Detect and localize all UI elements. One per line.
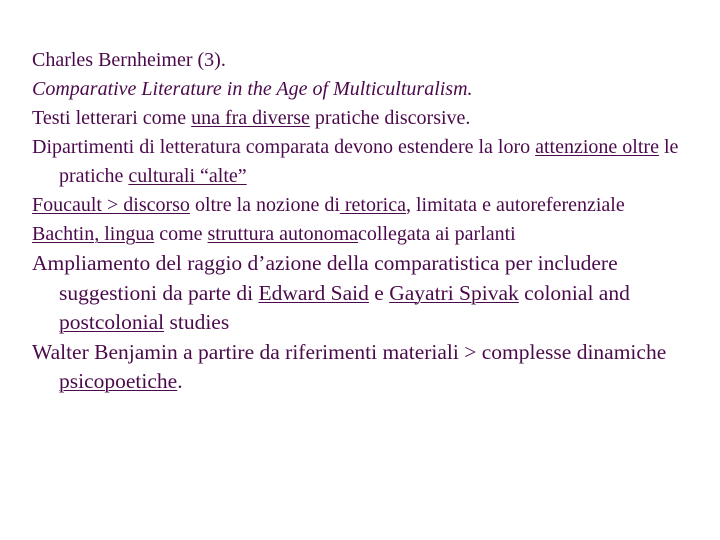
- bullet-bachtin: [32, 220, 712, 249]
- book-title-line: [32, 75, 712, 104]
- underlined-phrase: una fra diverse: [191, 107, 310, 129]
- text-segment: studies: [164, 310, 230, 334]
- text-segment: Walter Benjamin a partire da riferimenti materiali > complesse dinamiche: [32, 339, 667, 364]
- underlined-phrase: postcolonial: [59, 310, 165, 334]
- slide-content: [32, 46, 712, 397]
- text-segment: , limitata e autoreferenziale: [405, 194, 625, 216]
- bullet-testi-letterari: [32, 104, 712, 133]
- underlined-phrase: culturali “alte”: [128, 165, 247, 187]
- author-text: Charles Bernheimer (3).: [32, 49, 226, 71]
- bullet-foucault: [32, 191, 712, 220]
- bullet-ampliamento: [32, 249, 712, 338]
- text-segment: Dipartimenti di letteratura comparata devono estendere la loro: [32, 136, 536, 158]
- text-segment: e: [368, 280, 390, 305]
- underlined-phrase: Bachtin, lingua: [32, 223, 155, 245]
- text-segment: le pratiche: [59, 136, 679, 187]
- text-segment: .: [177, 369, 183, 393]
- text-segment: Ampliamento del raggio d’azione della comparatistica per includere suggestioni da parte di: [32, 251, 618, 305]
- underlined-phrase: Foucault > discorso: [32, 194, 190, 216]
- underlined-phrase: retorica: [339, 194, 406, 216]
- text-segment: Testi letterari come: [32, 107, 192, 129]
- text-segment: collegata ai parlanti: [358, 223, 516, 245]
- book-title-text: Comparative Literature in the Age of Multiculturalism.: [32, 78, 473, 100]
- text-segment: oltre la nozione di: [189, 194, 340, 216]
- underlined-phrase: psicopoetiche: [59, 369, 178, 393]
- underlined-phrase: struttura autonoma: [207, 223, 359, 245]
- underlined-phrase: attenzione oltre: [535, 136, 659, 158]
- underlined-name-said: Edward Said: [258, 280, 369, 305]
- author-line: [32, 46, 712, 75]
- text-segment: come: [154, 223, 208, 245]
- text-segment: colonial and: [518, 280, 630, 305]
- bullet-dipartimenti: [32, 133, 712, 191]
- underlined-name-spivak: Gayatri Spivak: [389, 280, 519, 305]
- text-segment: pratiche discorsive.: [309, 107, 471, 129]
- bullet-benjamin: [32, 338, 712, 397]
